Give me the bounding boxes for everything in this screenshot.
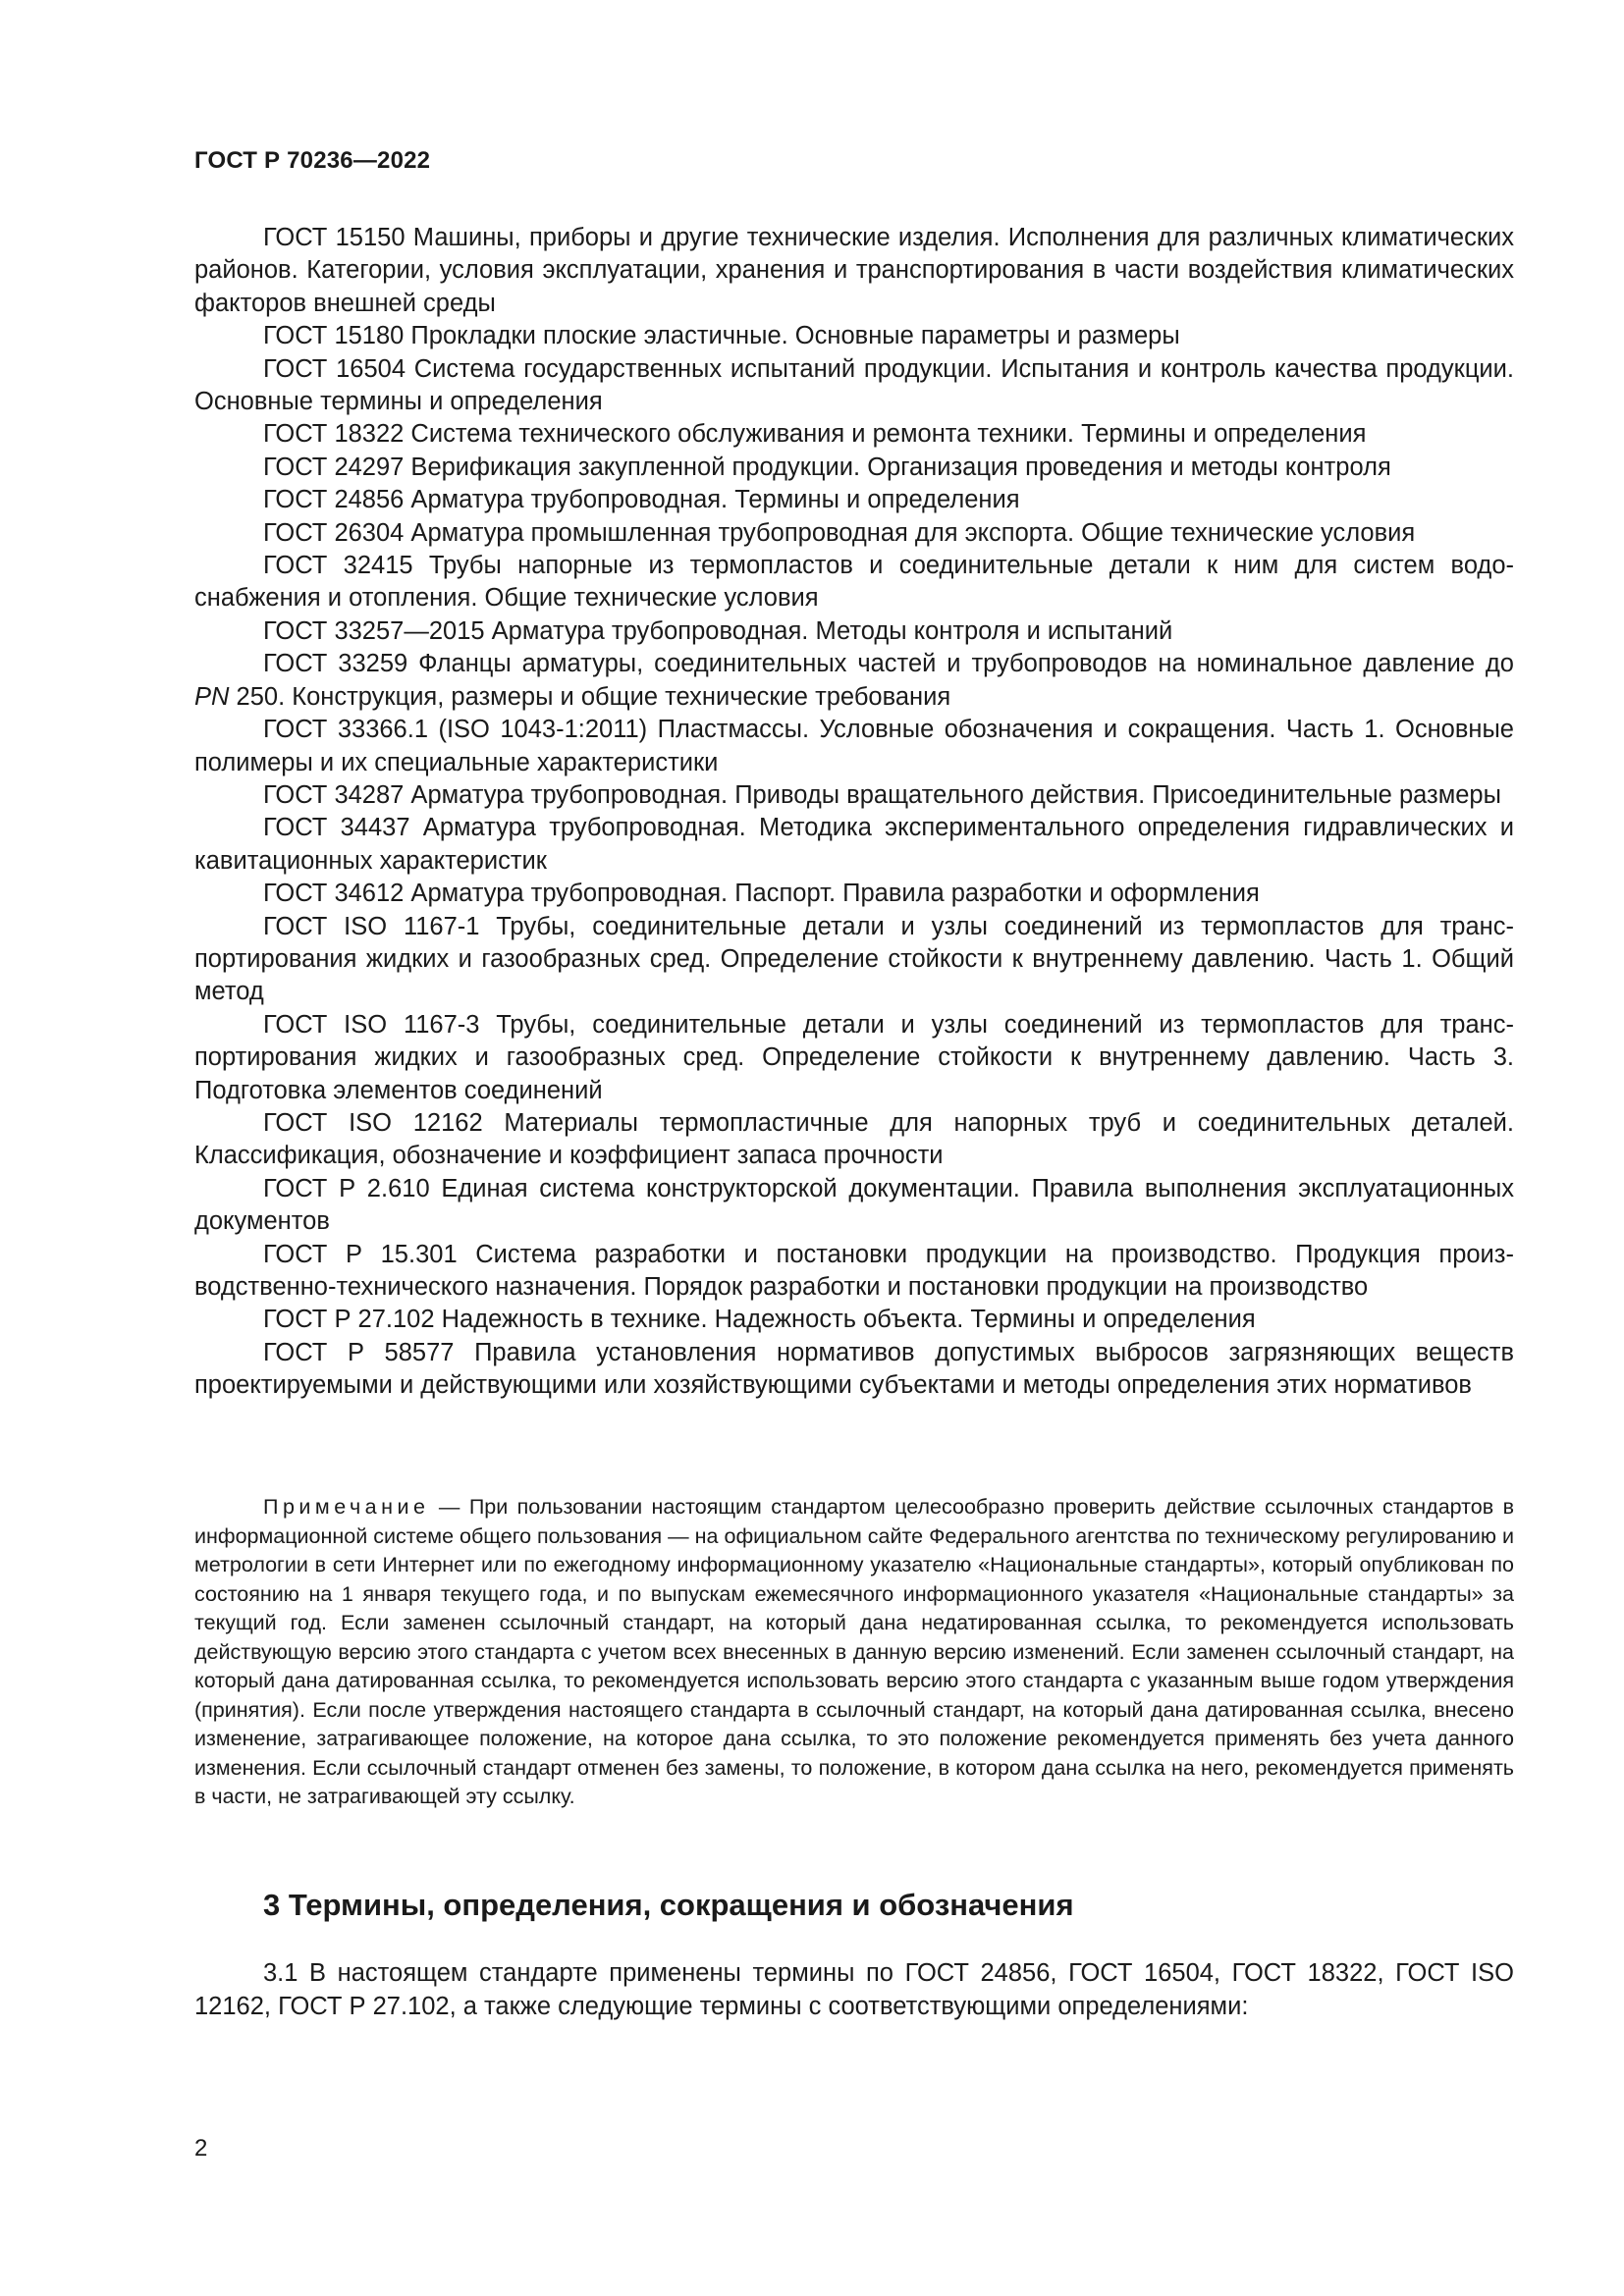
reference-item: ГОСТ 24297 Верификация закупленной продукции. Организация проведения и методы контроля xyxy=(263,453,1391,481)
reference-italic-term: PN xyxy=(194,682,230,711)
reference-item: ГОСТ 24856 Арматура трубопроводная. Термины и определения xyxy=(263,486,1020,514)
page-number: 2 xyxy=(194,2135,208,2162)
reference-item: ГОСТ 34612 Арматура трубопроводная. Паспорт. Правила разработки и оформления xyxy=(263,880,1260,908)
reference-item: ГОСТ Р 27.102 Надежность в технике. Надежность объекта. Термины и определения xyxy=(263,1306,1256,1334)
reference-item xyxy=(194,648,1514,714)
reference-item: ГОСТ 15180 Прокладки плоские эластичные. Основные параметры и размеры xyxy=(263,322,1180,350)
reference-item: ГОСТ 34437 Арматура трубопроводная. Методика экспериментального определения гидравлических и кавитационных характеристик xyxy=(194,814,1514,875)
reference-item: ГОСТ 32415 Трубы напорные из термопластов и соединительные детали к ним для систем водоснабжения и отопления. Общие технические условия xyxy=(194,552,1514,613)
note-text: При пользовании настоящим стандартом целесообразно проверить действие ссылочных стандартов в информационной системе общего пользования — на официальном сайте Федерального агентства по техническому регулированию и метрологии в сети Интернет или по ежегодному информационному указателю «Национальные стандарты», который опубликован по состоянию на 1 января текущего года, и по выпускам ежемесячного информационного указателя «Национальные стандарты» за текущий год. Если заменен ссылочный стандарт, на который дана недатированная ссылка, то рекомендуется использовать действующую версию этого стандарта с учетом всех внесенных в данную версию изменений. Если заменен ссылочный стандарт, на который дана датированная ссылка, то рекомендуется использовать версию этого стандарта с указанным выше годом утверждения (принятия). Если после утверждения настоящего стандарта в ссылочный стандарт, на который дана датированная ссылка, внесено изменение, затрагивающее положение, на которое дана ссылка, то это положение рекомендуется применять без учета данного изменения. Если ссылочный стандарт отменен без замены, то положение, в котором дана ссылка на него, рекомендуется применять в части, не затрагивающей эту ссылку. xyxy=(194,1495,1514,1808)
reference-item: ГОСТ ISO 12162 Материалы термопластичные для напорных труб и соединительных деталей. Классификация, обозначение и коэффициент запаса прочности xyxy=(194,1108,1514,1170)
reference-item: ГОСТ 33257—2015 Арматура трубопроводная. Методы контроля и испытаний xyxy=(263,616,1173,645)
section-paragraph: 3.1 В настоящем стандарте применены термины по ГОСТ 24856, ГОСТ 16504, ГОСТ 18322, ГОСТ ISO 12162, ГОСТ Р 27.102, а также следующие термины с соответствующими определениями: xyxy=(194,1959,1514,2020)
reference-item: ГОСТ 15150 Машины, приборы и другие технические изделия. Исполнения для различных климатических районов. Категории, условия эксплуатации, хранения и транспортирования в части воздействия климатических факторов внешней среды xyxy=(194,224,1514,317)
reference-item: ГОСТ ISO 1167-1 Трубы, соединительные детали и узлы соединений из термопластов для транспортирования жидких и газообразных сред. Определение стойкости к внутреннему давлению. Часть 1. Общий метод xyxy=(194,912,1514,1006)
reference-item: ГОСТ Р 15.301 Система разработки и постановки продукции на производство. Продукция производственно-технического назначения. Порядок разработки и постановки продукции на производство xyxy=(194,1240,1514,1301)
reference-item: ГОСТ Р 2.610 Единая система конструкторской документации. Правила выполнения эксплуатационных документов xyxy=(194,1174,1514,1236)
reference-item: ГОСТ ISO 1167-3 Трубы, соединительные детали и узлы соединений из термопластов для транспортирования жидких и газообразных сред. Определение стойкости к внутреннему давлению. Часть 3. Подготовка элементов соединений xyxy=(194,1010,1514,1104)
references-note xyxy=(194,1493,1514,1812)
reference-item: ГОСТ 16504 Система государственных испытаний продукции. Испытания и контроль качества продукции. Основные термины и определения xyxy=(194,354,1514,416)
note-dash: — xyxy=(429,1495,469,1519)
reference-item: ГОСТ 18322 Система технического обслуживания и ремонта техники. Термины и определения xyxy=(263,420,1367,449)
document-header-code: ГОСТ Р 70236—2022 xyxy=(194,147,431,174)
reference-item: ГОСТ 33366.1 (ISO 1043-1:2011) Пластмассы. Условные обозначения и сокращения. Часть 1. Основные полимеры и их специальные характеристики xyxy=(194,716,1514,776)
note-label: Примечание xyxy=(263,1495,430,1519)
reference-text-part: 250. Конструкция, размеры и общие технические требования xyxy=(229,682,951,711)
reference-text-part: ГОСТ 33259 Фланцы арматуры, соединительных частей и трубопроводов на номинальное давление до xyxy=(263,650,1514,678)
reference-item: ГОСТ 26304 Арматура промышленная трубопроводная для экспорта. Общие технические условия xyxy=(263,518,1416,547)
reference-item: ГОСТ Р 58577 Правила установления нормативов допустимых выбросов загрязняющих веществ проектируемыми и действующими или хозяйствующими субъектами и методы определения этих нормативов xyxy=(194,1338,1514,1400)
reference-item: ГОСТ 34287 Арматура трубопроводная. Приводы вращательного действия. Присоединительные размеры xyxy=(263,780,1501,809)
normative-references-list xyxy=(194,222,1514,1403)
section-title: 3 Термины, определения, сокращения и обозначения xyxy=(263,1888,1074,1922)
